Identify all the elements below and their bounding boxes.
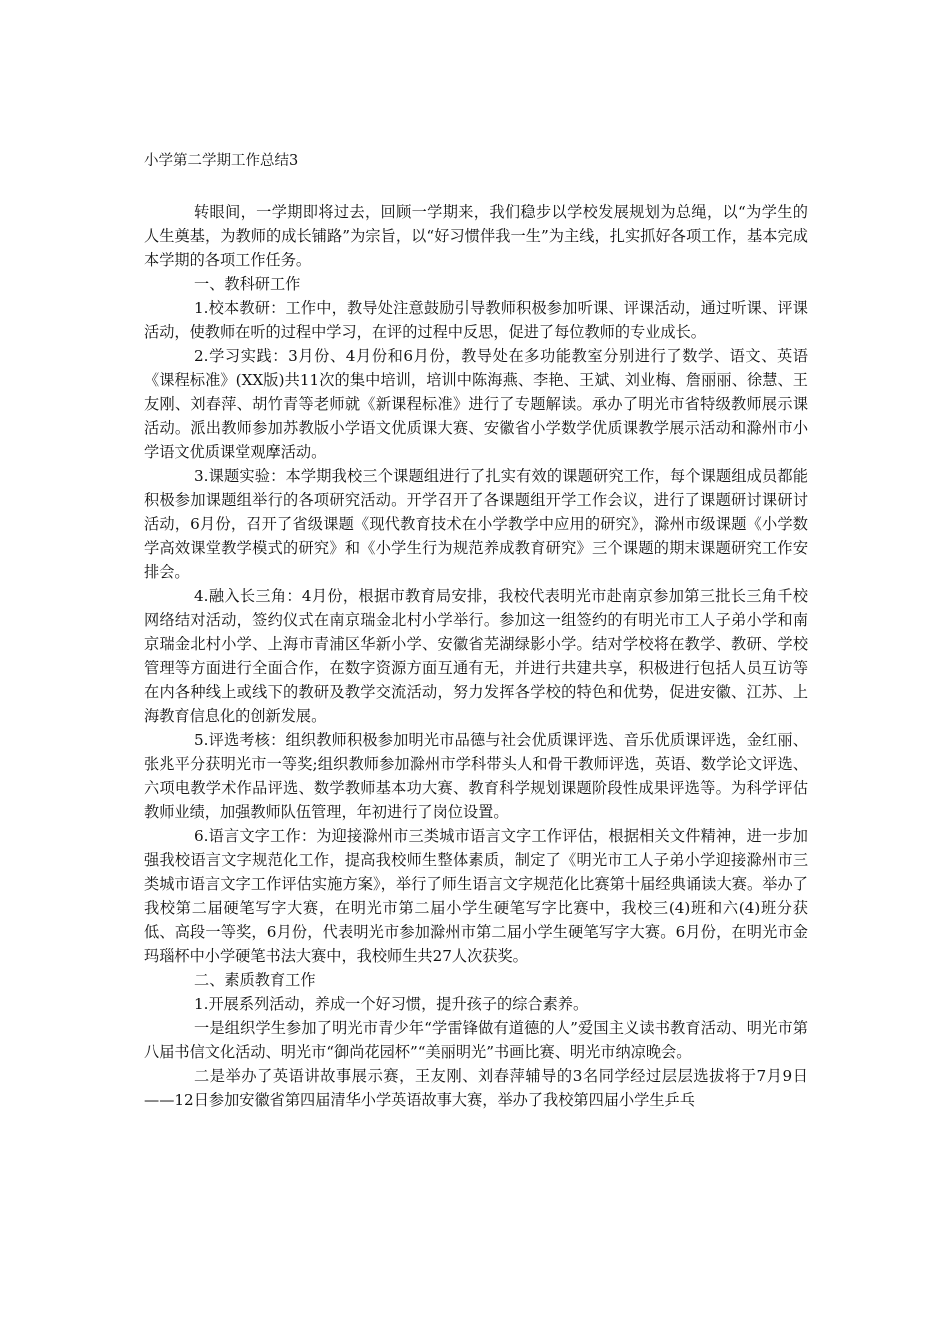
paragraph-first-activity: 一是组织学生参加了明光市青少年“学雷锋做有道德的人”爱国主义读书教育活动、明光市第八届书信文化活动、明光市“御尚花园杯”“美丽明光”书画比赛、明光市纳凉晚会。 bbox=[144, 1019, 808, 1061]
section-heading-research: 一、教科研工作 bbox=[194, 275, 301, 293]
paragraph-yangtze-delta: 4.融入长三角：4月份，根据市教育局安排，我校代表明光市赴南京参加第三批长三角千校网络结对活动，签约仪式在南京瑞金北村小学举行。参加这一组签约的有明光市工人子弟小学和南京瑞金北村小学、上海市青浦区华新小学、安徽省芜湖绿影小学。结对学校将在教学、教研、学校管理等方面进行全面合作，在数字资源方面互通有无，并进行共建共享，积极进行包括人员互访等在内各种线上或线下的教研及教学交流活动，努力发挥各学校的特色和优势，促进安徽、江苏、上海教育信息化的创新发展。 bbox=[144, 587, 808, 725]
paragraph-project-experiment: 3.课题实验：本学期我校三个课题组进行了扎实有效的课题研究工作，每个课题组成员都能积极参加课题组举行的各项研究活动。开学召开了各课题组开学工作会议，进行了课题研讨课研讨活动，6月份，召开了省级课题《现代教育技术在小学教学中应用的研究》，滁州市级课题《小学数学高效课堂教学模式的研究》和《小学生行为规范养成教育研究》三个课题的期末课题研究工作安排会。 bbox=[144, 467, 808, 581]
document-title: 小学第二学期工作总结3 bbox=[144, 153, 299, 169]
paragraph-second-activity: 二是举办了英语讲故事展示赛，王友刚、刘春萍辅导的3名同学经过层层选拔将于7月9日——12日参加安徽省第四届清华小学英语故事大赛，举办了我校第四届小学生乒乓 bbox=[144, 1067, 808, 1109]
paragraph-evaluation: 5.评选考核：组织教师积极参加明光市品德与社会优质课评选、音乐优质课评选，金红丽、张兆平分获明光市一等奖;组织教师参加滁州市学科带头人和骨干教师评选，英语、数学论文评选、六项电教学术作品评选、数学教师基本功大赛、教育科学规划课题阶段性成果评选等。为科学评估教师业绩，加强教师队伍管理，年初进行了岗位设置。 bbox=[144, 731, 808, 821]
paragraph-activities: 1.开展系列活动，养成一个好习惯，提升孩子的综合素养。 bbox=[194, 995, 589, 1013]
document-body bbox=[144, 200, 808, 1112]
paragraph-school-research: 1.校本教研：工作中，教导处注意鼓励引导教师积极参加听课、评课活动，通过听课、评课活动，使教师在听的过程中学习，在评的过程中反思，促进了每位教师的专业成长。 bbox=[144, 299, 808, 341]
section-heading-quality-education: 二、素质教育工作 bbox=[194, 971, 316, 989]
paragraph-study-practice: 2.学习实践：3月份、4月份和6月份，教导处在多功能教室分别进行了数学、语文、英语《课程标准》(XX版)共11次的集中培训，培训中陈海燕、李艳、王斌、刘业梅、詹丽丽、徐慧、王友刚、刘春萍、胡竹青等老师就《新课程标准》进行了专题解读。承办了明光市省特级教师展示课活动。派出教师参加苏教版小学语文优质课大赛、安徽省小学数学优质课教学展示活动和滁州市小学语文优质课堂观摩活动。 bbox=[144, 347, 808, 461]
paragraph-language-work: 6.语言文字工作：为迎接滁州市三类城市语言文字工作评估，根据相关文件精神，进一步加强我校语言文字规范化工作，提高我校师生整体素质，制定了《明光市工人子弟小学迎接滁州市三类城市语言文字工作评估实施方案》，举行了师生语言文字规范化比赛第十届经典诵读大赛。举办了我校第二届硬笔写字大赛，在明光市第二届小学生硬笔写字比赛中，我校三(4)班和六(4)班分获低、高段一等奖，6月份，代表明光市参加滁州市第二届小学生硬笔写字大赛。6月份，在明光市金玛瑙杯中小学硬笔书法大赛中，我校师生共27人次获奖。 bbox=[144, 827, 808, 965]
intro-paragraph: 转眼间，一学期即将过去，回顾一学期来，我们稳步以学校发展规划为总绳，以“为学生的人生奠基，为教师的成长铺路”为宗旨，以“好习惯伴我一生”为主线，扎实抓好各项工作，基本完成本学期的各项工作任务。 bbox=[144, 203, 808, 269]
